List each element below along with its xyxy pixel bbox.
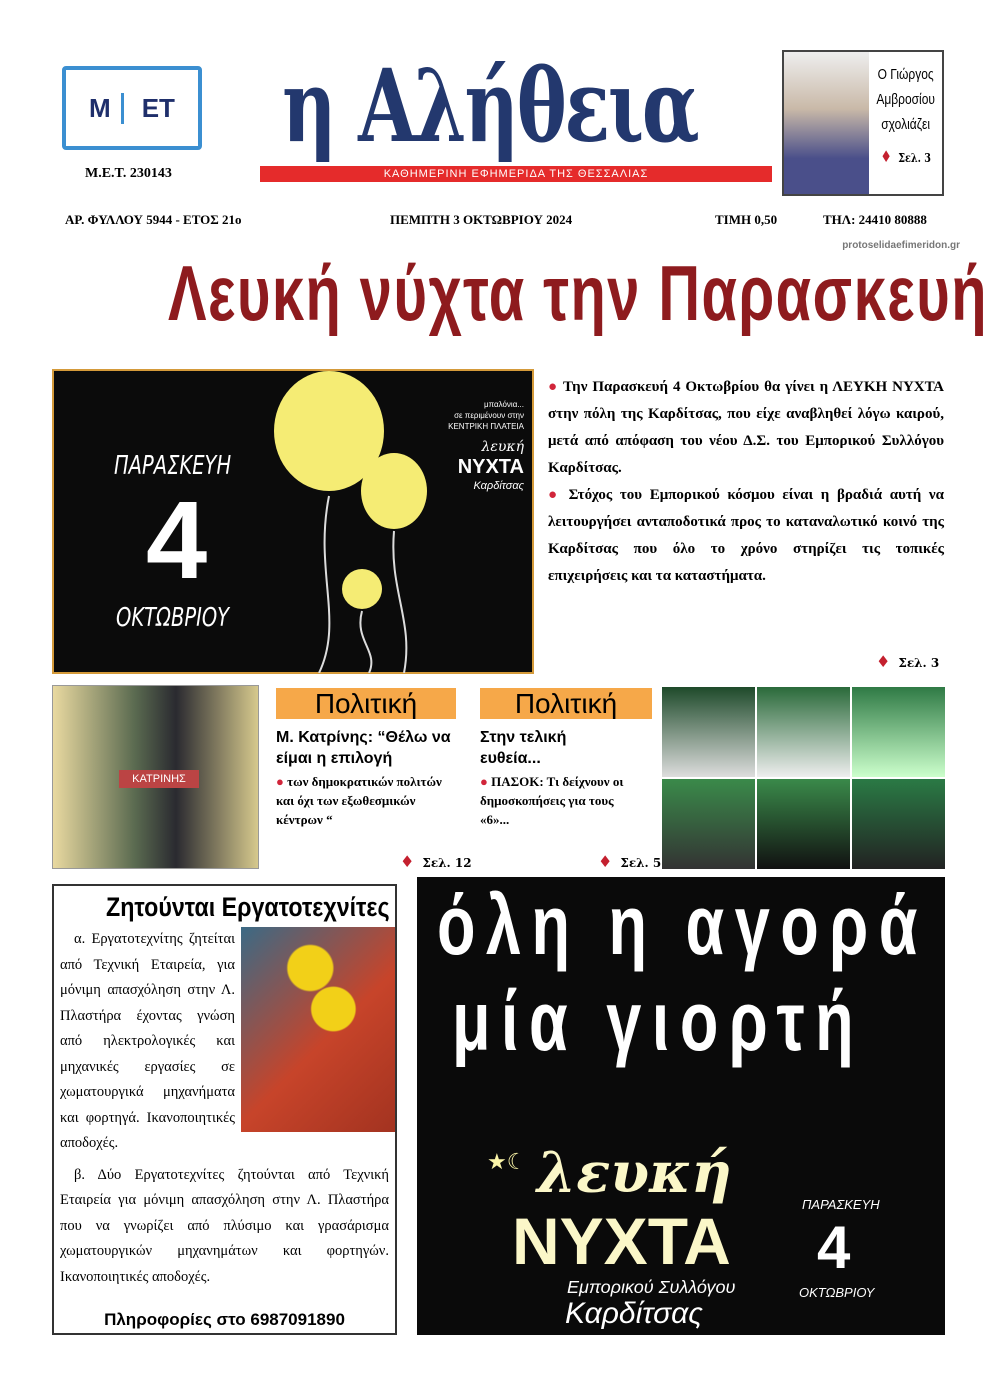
- night-ad-line1: όλη η αγορά: [437, 878, 928, 972]
- ad-title: Ζητούνται Εργατοτεχνίτες: [106, 892, 390, 922]
- job-ad: [52, 884, 397, 1335]
- met-logo: Μ ΕΤ: [62, 66, 202, 150]
- image-logo1: λευκή: [481, 439, 524, 455]
- diamond-icon: ♦: [876, 652, 891, 671]
- night-ad-num: 4: [817, 1214, 851, 1281]
- issue-number: ΑΡ. ΦΥΛΛΟΥ 5944 - ΕΤΟΣ 21ο: [65, 212, 242, 227]
- night-ad: [417, 877, 945, 1335]
- columnist-photo: [784, 52, 869, 194]
- image-logo3: Καρδίτσας: [473, 480, 524, 492]
- main-story[interactable]: [548, 374, 944, 590]
- columnist-page: Σελ. 3: [897, 151, 931, 165]
- pasok-photo-collage: [662, 687, 945, 869]
- night-ad-org2: Καρδίτσας: [565, 1297, 703, 1330]
- diamond-icon: ♦: [880, 147, 892, 166]
- image-note2: σε περιμένουν στην: [454, 411, 524, 420]
- met-code: Μ.Ε.Τ. 230143: [85, 166, 172, 181]
- night-ad-day: ΠΑΡΑΣΚΕΥΗ: [802, 1197, 880, 1212]
- workers-photo: [241, 927, 395, 1132]
- ad-contact: Πληροφορίες στο 6987091890: [104, 1310, 345, 1329]
- bullet-icon: ●: [480, 774, 492, 789]
- newspaper-title: η Αλήθεια: [282, 47, 698, 165]
- night-ad-logo1: λευκή: [537, 1140, 732, 1206]
- balloons-illustration: [274, 371, 454, 673]
- bullet-icon: ●: [276, 774, 288, 789]
- story2-title[interactable]: Μ. Κατρίνης: “Θέλω να είμαι η επιλογή: [276, 729, 451, 767]
- bullet-icon: ●: [548, 379, 563, 395]
- main-story-p2: Στόχος του Εμπορικού κόσμου είναι η βραδιά αυτή να λειτουργήσει ανταποδοτικά προς το καταναλωτικό κοινό της Καρδίτσας που όλο το χρόνο στηρίζει τις τοπικές επιχειρήσεις και τα καταστήματα.: [548, 487, 944, 584]
- diamond-icon: ♦: [598, 852, 613, 871]
- story3-tag: Πολιτική: [480, 688, 652, 719]
- bullet-icon: ●: [548, 487, 569, 503]
- story3-page: Σελ. 5: [620, 856, 662, 870]
- newspaper-subtitle: ΚΑΘΗΜΕΡΙΝΗ ΕΦΗΜΕΡΙΔΑ ΤΗΣ ΘΕΣΣΑΛΙΑΣ: [260, 166, 772, 182]
- night-ad-month: ΟΚΤΩΒΡΙΟΥ: [799, 1285, 875, 1300]
- podium-label: ΚΑΤΡΙΝΗΣ: [119, 770, 199, 788]
- ad-p2: β. Δύο Εργατοτεχνίτες ζητούνται από Τεχνική Εταιρεία για μόνιμη απασχόληση στην Λ. Πλαστήρα που να γνωρίζει από πλύσιμο και γρασάρισμα χωματουργικών μηχανημάτων και φορτηγών. Ικανοποιητικές αποδοχές.: [60, 1166, 389, 1285]
- issue-date: ΠΕΜΠΤΗ 3 ΟΚΤΩΒΡΙΟΥ 2024: [390, 212, 573, 227]
- main-headline[interactable]: Λευκή νύχτα την Παρασκευή: [167, 249, 988, 337]
- moon-stars-icon: ★☾: [487, 1149, 527, 1174]
- main-story-page: Σελ. 3: [898, 656, 940, 670]
- image-day: ΠΑΡΑΣΚΕΥΗ: [114, 451, 232, 481]
- columnist-name1: Ο Γιώργος: [877, 66, 934, 83]
- ad-p1: α. Εργατοτεχνίτης ζητείται από Τεχνική Εταιρεία, για μόνιμη απασχόληση στην Λ. Πλαστήρα έχοντας γνώση από ηλεκτρολογικές και μηχανικές εργασίες σε χωματουργικά μηχανήματα και φορτηγά. Ικανοποιητικές αποδοχές.: [60, 931, 235, 1151]
- columnist-box[interactable]: [782, 50, 944, 196]
- main-story-p1: Την Παρασκευή 4 Οκτωβρίου θα γίνει η ΛΕΥΚΗ ΝΥΧΤΑ στην πόλη της Καρδίτσας, που είχε αναβληθεί λόγω καιρού, μετά από απόφαση του νέου Δ.Σ. του Εμπορικού Συλλόγου Καρδίτσας.: [548, 379, 945, 476]
- katrinis-photo: [52, 685, 259, 869]
- image-num: 4: [146, 479, 208, 602]
- image-logo2: ΝΥΧΤΑ: [457, 456, 524, 478]
- story2-tag: Πολιτική: [276, 688, 456, 719]
- night-ad-logo2: ΝΥΧΤΑ: [512, 1204, 731, 1278]
- image-note1: μπαλόνια...: [483, 400, 524, 409]
- source-watermark: protoselidaefimeridon.gr: [842, 240, 960, 251]
- image-note3: ΚΕΝΤΡΙΚΗ ΠΛΑΤΕΙΑ: [448, 422, 524, 431]
- story2-text: των δημοκρατικών πολιτών και όχι των εξωθεσμικών κέντρων “: [276, 774, 442, 827]
- story3-title[interactable]: Στην τελική ευθεία...: [480, 729, 567, 767]
- story2-page: Σελ. 12: [422, 856, 472, 870]
- price: ΤΙΜΗ 0,50: [715, 212, 778, 227]
- phone: ΤΗΛ: 24410 80888: [823, 212, 927, 227]
- main-image: [52, 369, 534, 674]
- night-ad-line2: μία γιορτή: [452, 974, 865, 1068]
- columnist-action: σχολιάζει: [880, 116, 930, 133]
- image-month: ΟΚΤΩΒΡΙΟΥ: [116, 603, 230, 633]
- diamond-icon: ♦: [400, 852, 415, 871]
- story3-text: ΠΑΣΟΚ: Τι δείχνουν οι δημοσκοπήσεις για τους «6»...: [480, 774, 624, 827]
- night-ad-org1: Εμπορικού Συλλόγου: [567, 1277, 736, 1297]
- columnist-name2: Αμβροσίου: [876, 91, 935, 108]
